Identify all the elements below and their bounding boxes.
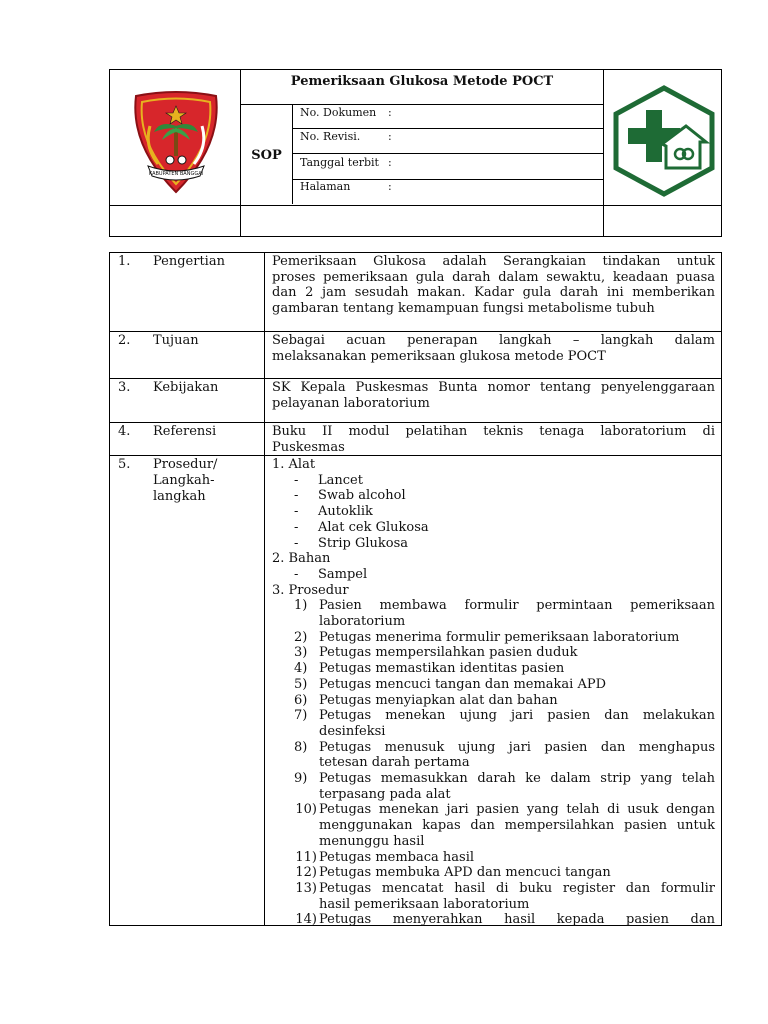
field-halaman bbox=[300, 180, 392, 194]
divider bbox=[110, 205, 721, 206]
row-number: 3. bbox=[118, 380, 131, 395]
text-line: Pemeriksaan Glukosa adalah Serangkaian tindakan untuk bbox=[272, 254, 715, 269]
procedure-step: 9) Petugas memasukkan darah ke dalam strip yang telah terpasang pada alat bbox=[294, 771, 715, 802]
divider bbox=[110, 331, 721, 332]
regency-emblem-icon bbox=[128, 86, 224, 196]
row-number: 1. bbox=[118, 254, 131, 269]
text-line: gambaran tentang kemampuan fungsi metabolisme tubuh bbox=[272, 300, 655, 316]
row-label-referensi: Referensi bbox=[153, 424, 217, 439]
divider bbox=[292, 104, 293, 204]
puskesmas-logo-icon bbox=[610, 84, 718, 198]
row-label-tujuan: Tujuan bbox=[153, 333, 199, 348]
field-separator: : bbox=[388, 130, 392, 143]
text-line: melaksanakan pemeriksaan glukosa metode POCT bbox=[272, 348, 606, 364]
section-title-bahan: 2. Bahan bbox=[272, 551, 331, 567]
row-number: 4. bbox=[118, 424, 131, 439]
divider bbox=[603, 70, 604, 236]
text-line: proses pemeriksaan gula darah dalam sewaktu, keadaan puasa bbox=[272, 269, 715, 285]
list-item: - Sampel bbox=[294, 566, 368, 582]
list-item: - Alat cek Glukosa bbox=[294, 519, 429, 535]
field-label: No. Revisi. bbox=[300, 130, 361, 143]
procedure-list bbox=[272, 457, 715, 928]
procedure-step: 2) Petugas menerima formulir pemeriksaan laboratorium bbox=[294, 629, 680, 645]
procedure-step: 7) Petugas menekan ujung jari pasien dan melakukan desinfeksi bbox=[294, 708, 715, 739]
procedure-step: 4) Petugas memastikan identitas pasien bbox=[294, 661, 565, 677]
header-table bbox=[109, 69, 722, 237]
row-number: 5. bbox=[118, 457, 131, 472]
row-label-kebijakan: Kebijakan bbox=[153, 380, 219, 395]
row-value-pengertian bbox=[272, 254, 715, 316]
procedure-step: 12) Petugas membuka APD dan mencuci tangan bbox=[295, 865, 611, 881]
procedure-step: 10) Petugas menekan jari pasien yang telah di usuk dengan menggunakan kapas dan mempersilahkan pasien untuk menunggu hasil bbox=[295, 802, 715, 849]
divider bbox=[292, 153, 603, 154]
section-title-alat: 1. Alat bbox=[272, 457, 316, 472]
divider bbox=[110, 422, 721, 423]
field-label: Tanggal terbit bbox=[300, 156, 379, 169]
svg-text:KABUPATEN BANGGAI: KABUPATEN BANGGAI bbox=[148, 171, 204, 177]
divider bbox=[240, 104, 603, 105]
procedure-step: 3) Petugas mempersilahkan pasien duduk bbox=[294, 645, 578, 661]
row-label-pengertian: Pengertian bbox=[153, 254, 225, 269]
text-line: Buku II modul pelatihan teknis tenaga laboratorium di bbox=[272, 424, 715, 439]
text-line: Langkah- bbox=[153, 473, 215, 488]
field-label: No. Dokumen bbox=[300, 106, 377, 119]
list-item: - Swab alcohol bbox=[294, 488, 406, 504]
divider bbox=[110, 378, 721, 379]
sop-content-table bbox=[109, 252, 722, 926]
field-tanggal-terbit bbox=[300, 156, 392, 170]
procedure-step: 11) Petugas membaca hasil bbox=[295, 849, 475, 865]
text-line: pelayanan laboratorium bbox=[272, 395, 430, 411]
procedure-step: 14) Petugas menyerahkan hasil kepada pasien dan bbox=[295, 912, 715, 928]
procedure-step: 13) Petugas mencatat hasil di buku register dan formulir hasil pemeriksaan laboratorium bbox=[295, 880, 715, 912]
field-separator: : bbox=[388, 106, 392, 119]
document-title: Pemeriksaan Glukosa Metode POCT bbox=[290, 74, 554, 89]
text-line: Puskesmas bbox=[272, 439, 345, 455]
row-number: 2. bbox=[118, 333, 131, 348]
list-item: - Strip Glukosa bbox=[294, 535, 408, 551]
divider bbox=[264, 253, 265, 925]
procedure-step: 5) Petugas mencuci tangan dan memakai APD bbox=[294, 676, 607, 692]
text-line: dan 2 jam sesudah makan. Kadar gula darah ini memberikan bbox=[272, 285, 715, 301]
text-line: Sebagai acuan penerapan langkah – langkah dalam bbox=[272, 333, 715, 348]
row-value-tujuan bbox=[272, 333, 715, 364]
procedure-step: 8) Petugas menusuk ujung jari pasien dan menghapus tetesan darah pertama bbox=[294, 739, 715, 771]
section-title-prosedur: 3. Prosedur bbox=[272, 582, 349, 598]
field-separator: : bbox=[388, 180, 392, 193]
list-item: - Lancet bbox=[294, 472, 363, 488]
row-label-prosedur bbox=[153, 457, 258, 505]
text-line: langkah bbox=[153, 489, 206, 504]
procedure-step: 6) Petugas menyiapkan alat dan bahan bbox=[294, 692, 558, 708]
field-label: Halaman bbox=[300, 180, 351, 193]
field-no-dokumen bbox=[300, 106, 392, 120]
sop-label: SOP bbox=[251, 147, 282, 163]
field-separator: : bbox=[388, 156, 392, 169]
field-no-revisi bbox=[300, 130, 392, 144]
list-item: - Autoklik bbox=[294, 504, 373, 520]
text-line: SK Kepala Puskesmas Bunta nomor tentang penyelenggaraan bbox=[272, 380, 715, 395]
row-value-referensi bbox=[272, 424, 715, 455]
row-value-kebijakan bbox=[272, 380, 715, 411]
text-line: Prosedur/ bbox=[153, 457, 218, 472]
procedure-step: 1) Pasien membawa formulir permintaan pemeriksaan laboratorium bbox=[294, 598, 715, 630]
divider bbox=[292, 128, 603, 129]
